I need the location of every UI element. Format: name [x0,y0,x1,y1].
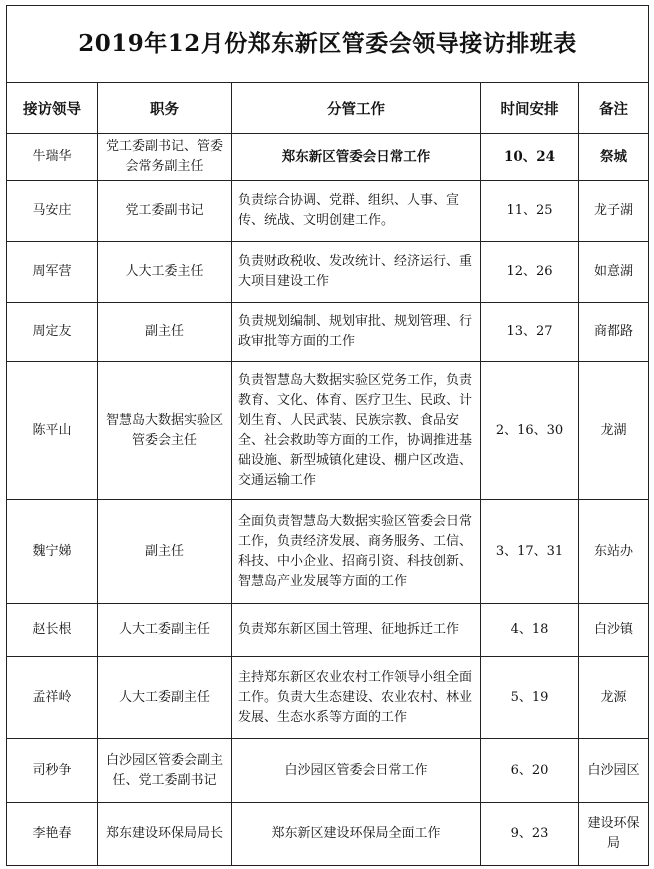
note-cell: 龙源 [579,657,649,739]
work-cell: 负责智慧岛大数据实验区党务工作，负责教育、文化、体育、医疗卫生、民政、计划生育、人民武装、民族宗教、食品安全、社会救助等方面的工作，协调推进基础设施、新型城镇化建设、棚户区改造、交通运输工作 [232,362,481,500]
schedule-cell: 13、27 [481,303,579,362]
leader-cell: 魏宁娣 [7,500,98,604]
position-cell: 人大工委副主任 [98,657,232,739]
table-row [7,739,649,803]
page-title: 2019年12月份郑东新区管委会领导接访排班表 [7,6,649,83]
work-cell: 负责规划编制、规划审批、规划管理、行政审批等方面的工作 [232,303,481,362]
header-work: 分管工作 [232,83,481,134]
schedule-cell: 9、23 [481,803,579,866]
header-position: 职务 [98,83,232,134]
table-row [7,803,649,866]
schedule-cell: 11、25 [481,181,579,242]
work-cell: 负责财政税收、发改统计、经济运行、重大项目建设工作 [232,242,481,303]
note-cell: 东站办 [579,500,649,604]
schedule-cell: 2、16、30 [481,362,579,500]
position-cell: 智慧岛大数据实验区管委会主任 [98,362,232,500]
schedule-cell: 3、17、31 [481,500,579,604]
schedule-table [6,5,649,866]
schedule-cell: 6、20 [481,739,579,803]
schedule-sheet [6,5,648,866]
header-row [7,83,649,134]
header-leader: 接访领导 [7,83,98,134]
header-schedule: 时间安排 [481,83,579,134]
leader-cell: 马安庄 [7,181,98,242]
work-cell: 白沙园区管委会日常工作 [232,739,481,803]
work-cell: 郑东新区建设环保局全面工作 [232,803,481,866]
table-row [7,604,649,657]
schedule-cell: 4、18 [481,604,579,657]
work-cell: 负责郑东新区国土管理、征地拆迁工作 [232,604,481,657]
note-cell: 商都路 [579,303,649,362]
leader-cell: 司秒争 [7,739,98,803]
work-cell: 郑东新区管委会日常工作 [232,134,481,181]
table-row [7,181,649,242]
table-row [7,500,649,604]
note-cell: 龙子湖 [579,181,649,242]
note-cell: 祭城 [579,134,649,181]
position-cell: 郑东建设环保局局长 [98,803,232,866]
header-note: 备注 [579,83,649,134]
leader-cell: 周定友 [7,303,98,362]
work-cell: 负责综合协调、党群、组织、人事、宣传、统战、文明创建工作。 [232,181,481,242]
position-cell: 白沙园区管委会副主任、党工委副书记 [98,739,232,803]
table-row [7,657,649,739]
position-cell: 人大工委副主任 [98,604,232,657]
work-cell: 主持郑东新区农业农村工作领导小组全面工作。负责大生态建设、农业农村、林业发展、生态水系等方面的工作 [232,657,481,739]
leader-cell: 赵长根 [7,604,98,657]
table-row [7,242,649,303]
position-cell: 副主任 [98,500,232,604]
note-cell: 白沙园区 [579,739,649,803]
schedule-cell: 10、24 [481,134,579,181]
note-cell: 龙湖 [579,362,649,500]
note-cell: 白沙镇 [579,604,649,657]
position-cell: 党工委副书记 [98,181,232,242]
table-row [7,362,649,500]
position-cell: 人大工委主任 [98,242,232,303]
note-cell: 建设环保局 [579,803,649,866]
leader-cell: 李艳春 [7,803,98,866]
leader-cell: 牛瑞华 [7,134,98,181]
schedule-cell: 5、19 [481,657,579,739]
position-cell: 副主任 [98,303,232,362]
table-row [7,134,649,181]
position-cell: 党工委副书记、管委会常务副主任 [98,134,232,181]
schedule-cell: 12、26 [481,242,579,303]
leader-cell: 陈平山 [7,362,98,500]
table-row [7,303,649,362]
work-cell: 全面负责智慧岛大数据实验区管委会日常工作，负责经济发展、商务服务、工信、科技、中小企业、招商引资、科技创新、智慧岛产业发展等方面的工作 [232,500,481,604]
leader-cell: 孟祥岭 [7,657,98,739]
leader-cell: 周军营 [7,242,98,303]
note-cell: 如意湖 [579,242,649,303]
